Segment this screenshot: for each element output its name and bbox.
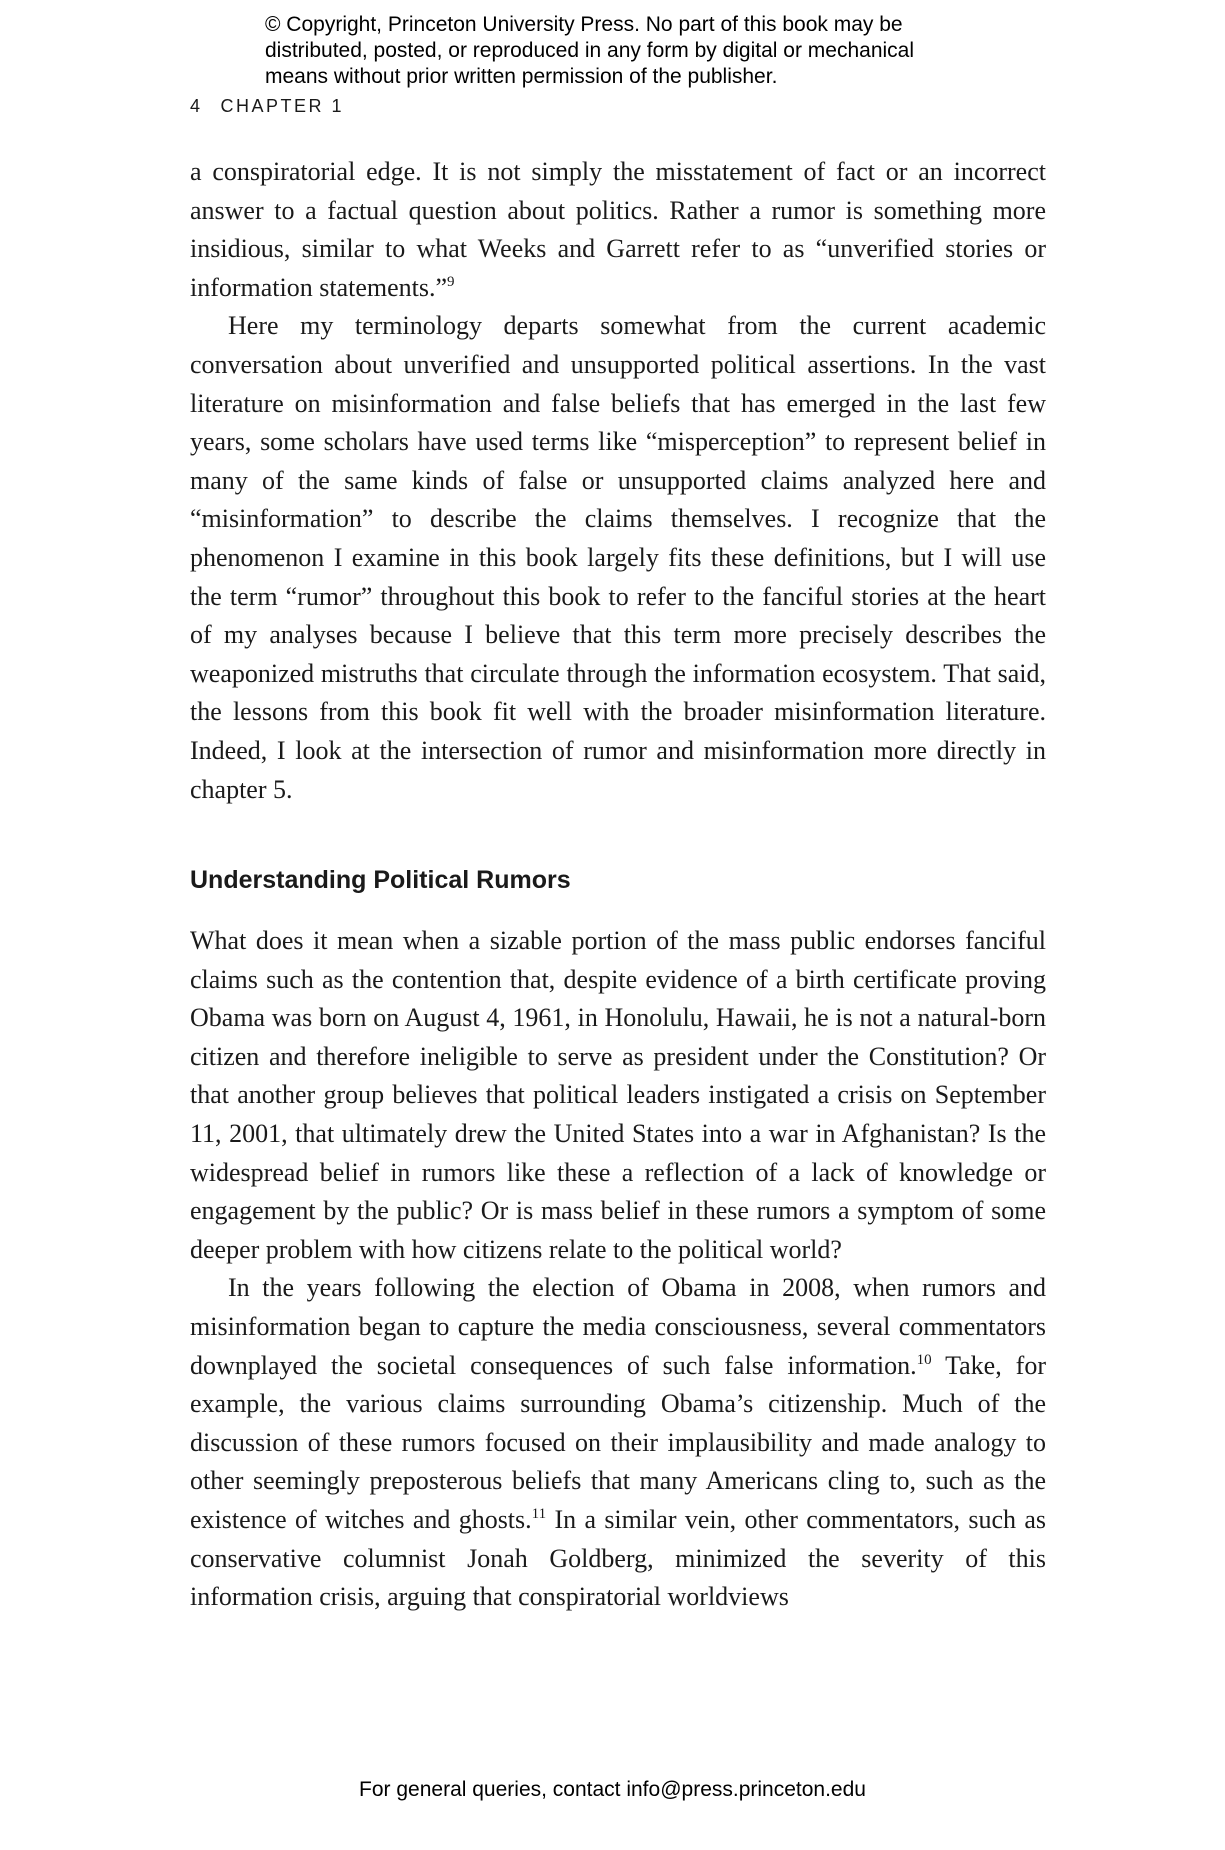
paragraph-3: What does it mean when a sizable portion of the mass public endorses fanciful claims such as the contention that, despite evidence of a birth certificate proving Obama was born on August 4, 1961, in Honolulu, Hawaii, he is not a natural-born citizen and therefore ineligible to serve as president under the Constitution? Or that another group believes that political leaders instigated a crisis on September 11, 2001, that ultimately drew the United States into a war in Afghanistan? Is the widespread belief in rumors like these a reflection of a lack of knowledge or engagement by the public? Or is mass belief in these rumors a symptom of some deeper problem with how citizens relate to the political world? [190,926,1046,1264]
section-heading: Understanding Political Rumors [190,866,571,894]
paragraph-1 [190,153,1046,307]
copyright-line-3: means without prior written permission of the publisher. [265,65,778,88]
note-ref-11: 11 [531,1505,547,1522]
paragraph-1-text: a conspiratorial edge. It is not simply the misstatement of fact or an incorrect answer to a factual question about politics. Rather a rumor is something more insidious, similar to what Weeks and Garrett refer to as “unverified stories or information statements.” [190,157,1046,302]
paragraph-4 [190,1269,1046,1616]
running-head [190,96,344,117]
copyright-line-2: distributed, posted, or reproduced in any form by digital or mechanical [265,39,915,62]
body-text-bottom [190,922,1046,1617]
note-ref-10: 10 [916,1351,932,1368]
paragraph-4-part-1: In the years following the election of Obama in 2008, when rumors and misinformation began to capture the media consciousness, several commentators downplayed the societal consequences of such false information. [190,1273,1046,1380]
paragraph-2: Here my terminology departs somewhat from the current academic conversation about unverified and unsupported political assertions. In the vast literature on misinformation and false beliefs that has emerged in the last few years, some scholars have used terms like “misperception” to represent belief in many of the same kinds of false or unsupported claims analyzed here and “misinformation” to describe the claims themselves. I recognize that the phenomenon I examine in this book largely fits these definitions, but I will use the term “rumor” throughout this book to refer to the fanciful stories at the heart of my analyses because I believe that this term more precisely describes the weaponized mistruths that circulate through the information ecosystem. That said, the lessons from this book fit well with the broader misinformation literature. Indeed, I look at the intersection of rumor and misinformation more directly in chapter 5. [190,311,1046,804]
copyright-line-1: © Copyright, Princeton University Press. No part of this book may be [265,13,903,36]
body-text-top [190,153,1046,809]
copyright-notice [265,12,1025,90]
page-number: 4 [190,96,203,116]
note-ref-9: 9 [447,273,455,290]
paragraph-4-part-2: Take, for example, the various claims surrounding Obama’s citizenship. Much of the discussion of these rumors focused on their implausibility and made analogy to other seemingly preposterous beliefs that many Americans cling to, such as the existence of witches and ghosts. [190,1350,1046,1534]
paragraph-4-part-3: In a similar vein, other commentators, such as conservative columnist Jonah Goldberg, minimized the severity of this information crisis, arguing that conspiratorial worldviews [190,1504,1046,1612]
footer-contact: For general queries, contact info@press.princeton.edu [359,1778,866,1801]
chapter-label: CHAPTER 1 [220,96,345,116]
